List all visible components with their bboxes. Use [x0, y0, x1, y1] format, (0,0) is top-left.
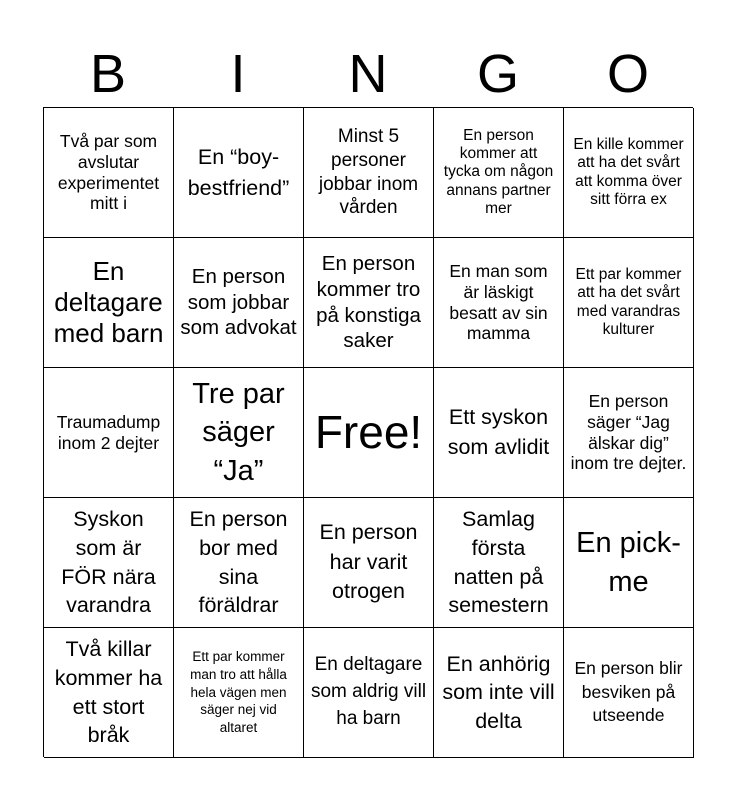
header-letter-g: G	[476, 44, 519, 104]
free-space[interactable]: Free!	[304, 368, 434, 498]
bingo-cell[interactable]: Två par som avslutar experimentet mitt i	[44, 108, 174, 238]
bingo-cell[interactable]: Två killar kommer ha ett stort bråk	[44, 628, 174, 758]
bingo-cell[interactable]: Minst 5 personer jobbar inom vården	[304, 108, 434, 238]
header-letter-i: I	[230, 44, 246, 104]
bingo-cell[interactable]: Syskon som är FÖR nära varandra	[44, 498, 174, 628]
header-letter-n: N	[348, 44, 388, 104]
bingo-cell[interactable]: En person bor med sina föräldrar	[174, 498, 304, 628]
bingo-cell[interactable]: En person som jobbar som advokat	[174, 238, 304, 368]
bingo-cell[interactable]: Ett syskon som avlidit	[434, 368, 564, 498]
bingo-cell[interactable]: En deltagare som aldrig vill ha barn	[304, 628, 434, 758]
bingo-cell[interactable]: En deltagare med barn	[44, 238, 174, 368]
header-letter-b: B	[89, 44, 127, 104]
bingo-cell[interactable]: En person kommer att tycka om någon annans partner mer	[434, 108, 564, 238]
bingo-cell[interactable]: En person har varit otrogen	[304, 498, 434, 628]
bingo-cell[interactable]: Traumadump inom 2 dejter	[44, 368, 174, 498]
bingo-board	[43, 107, 693, 757]
bingo-cell[interactable]: Tre par säger “Ja”	[174, 368, 304, 498]
bingo-cell[interactable]: En person blir besviken på utseende	[564, 628, 694, 758]
bingo-cell[interactable]: En kille kommer att ha det svårt att komma över sitt förra ex	[564, 108, 694, 238]
bingo-cell[interactable]: En person kommer tro på konstiga saker	[304, 238, 434, 368]
bingo-cell[interactable]: Ett par kommer att ha det svårt med varandras kulturer	[564, 238, 694, 368]
bingo-cell[interactable]: En man som är läskigt besatt av sin mamma	[434, 238, 564, 368]
bingo-cell[interactable]: En pick-me	[564, 498, 694, 628]
bingo-cell[interactable]: En anhörig som inte vill delta	[434, 628, 564, 758]
bingo-cell[interactable]: En “boy-bestfriend”	[174, 108, 304, 238]
bingo-header	[43, 40, 693, 108]
header-letter-o: O	[606, 44, 649, 104]
bingo-cell[interactable]: Samlag första natten på semestern	[434, 498, 564, 628]
bingo-cell[interactable]: En person säger “Jag älskar dig” inom tre dejter.	[564, 368, 694, 498]
bingo-cell[interactable]: Ett par kommer man tro att hålla hela vägen men säger nej vid altaret	[174, 628, 304, 758]
